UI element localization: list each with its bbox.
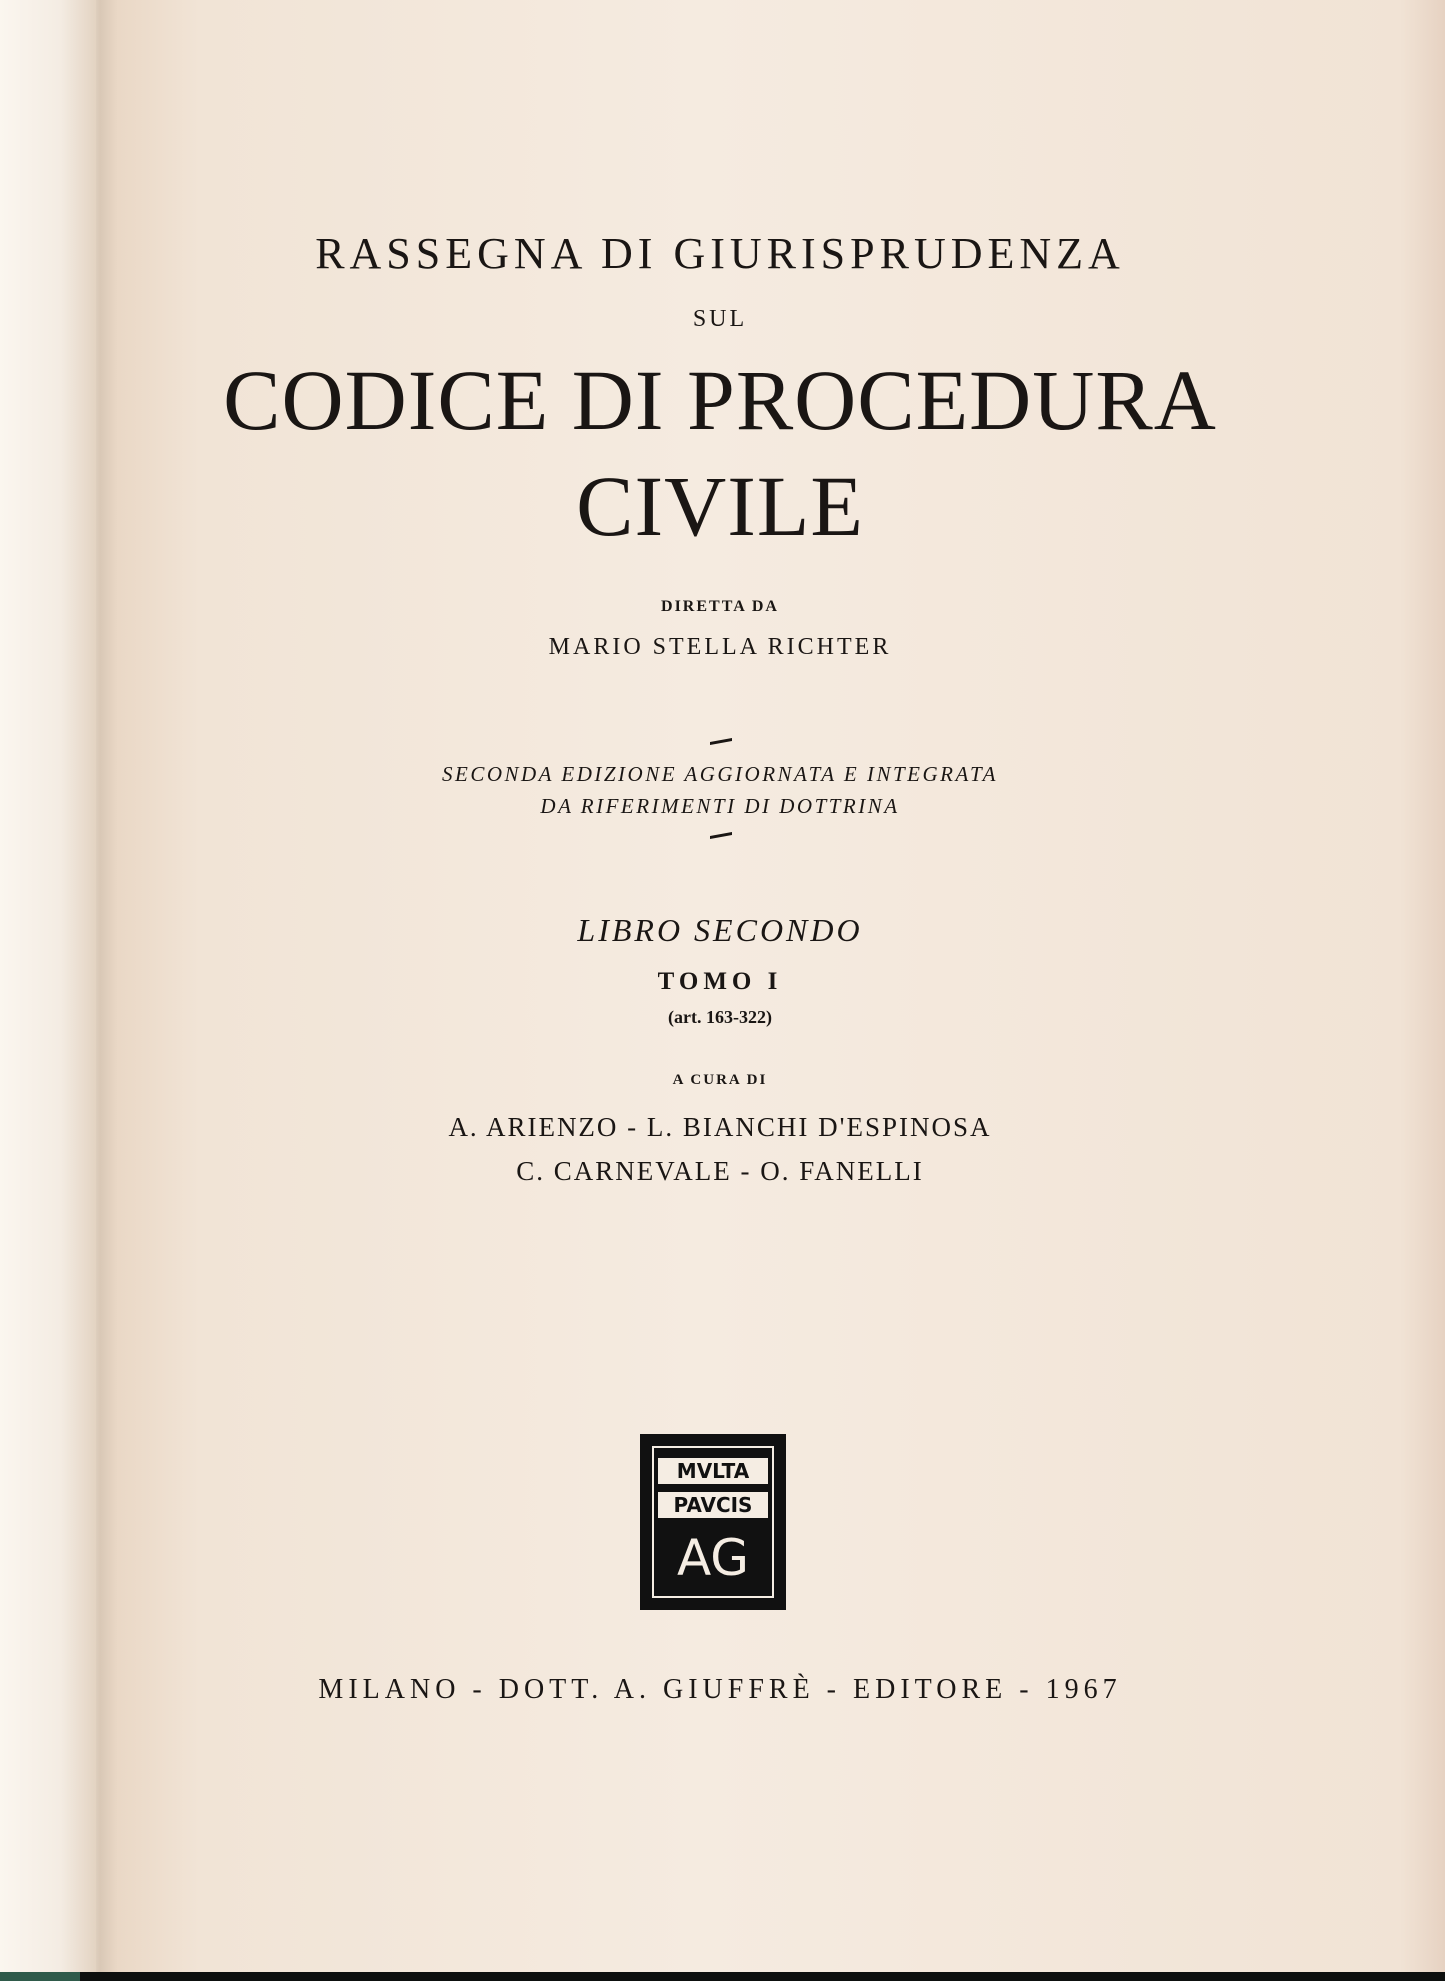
book-cover-edge <box>0 1972 1445 1981</box>
book-gutter <box>0 0 96 1981</box>
cover-green-edge <box>0 1972 80 1981</box>
editors-line2: C. CARNEVALE - O. FANELLI <box>516 1156 924 1186</box>
directed-by-label: DIRETTA DA <box>661 598 779 615</box>
volume-number: TOMO I <box>657 968 783 995</box>
director-name: MARIO STELLA RICHTER <box>548 634 892 660</box>
editors-line1: A. ARIENZO - L. BIANCHI D'ESPINOSA <box>448 1112 992 1142</box>
edition-line2: DA RIFERIMENTI DI DOTTRINA <box>540 794 900 818</box>
preposition: SUL <box>692 306 748 332</box>
ornament-dash <box>710 832 732 839</box>
ornament-dash <box>710 738 732 745</box>
book-number: LIBRO SECONDO <box>577 912 863 948</box>
edited-by-label: A CURA DI <box>672 1072 768 1088</box>
logo-motto-line2: PAVCIS <box>658 1492 768 1518</box>
logo-monogram: AG <box>676 1529 750 1587</box>
edition-line1: SECONDA EDIZIONE AGGIORNATA E INTEGRATA <box>442 762 998 786</box>
imprint: MILANO - DOTT. A. GIUFFRÈ - EDITORE - 1967 <box>318 1674 1122 1705</box>
publisher-logo <box>642 1436 784 1608</box>
main-title-line2: CIVILE <box>576 458 864 554</box>
series-title: RASSEGNA DI GIURISPRUDENZA <box>315 229 1125 278</box>
article-range: (art. 163-322) <box>668 1007 772 1027</box>
main-title-line1: CODICE DI PROCEDURA <box>223 352 1217 448</box>
logo-motto-line1: MVLTA <box>658 1458 768 1484</box>
